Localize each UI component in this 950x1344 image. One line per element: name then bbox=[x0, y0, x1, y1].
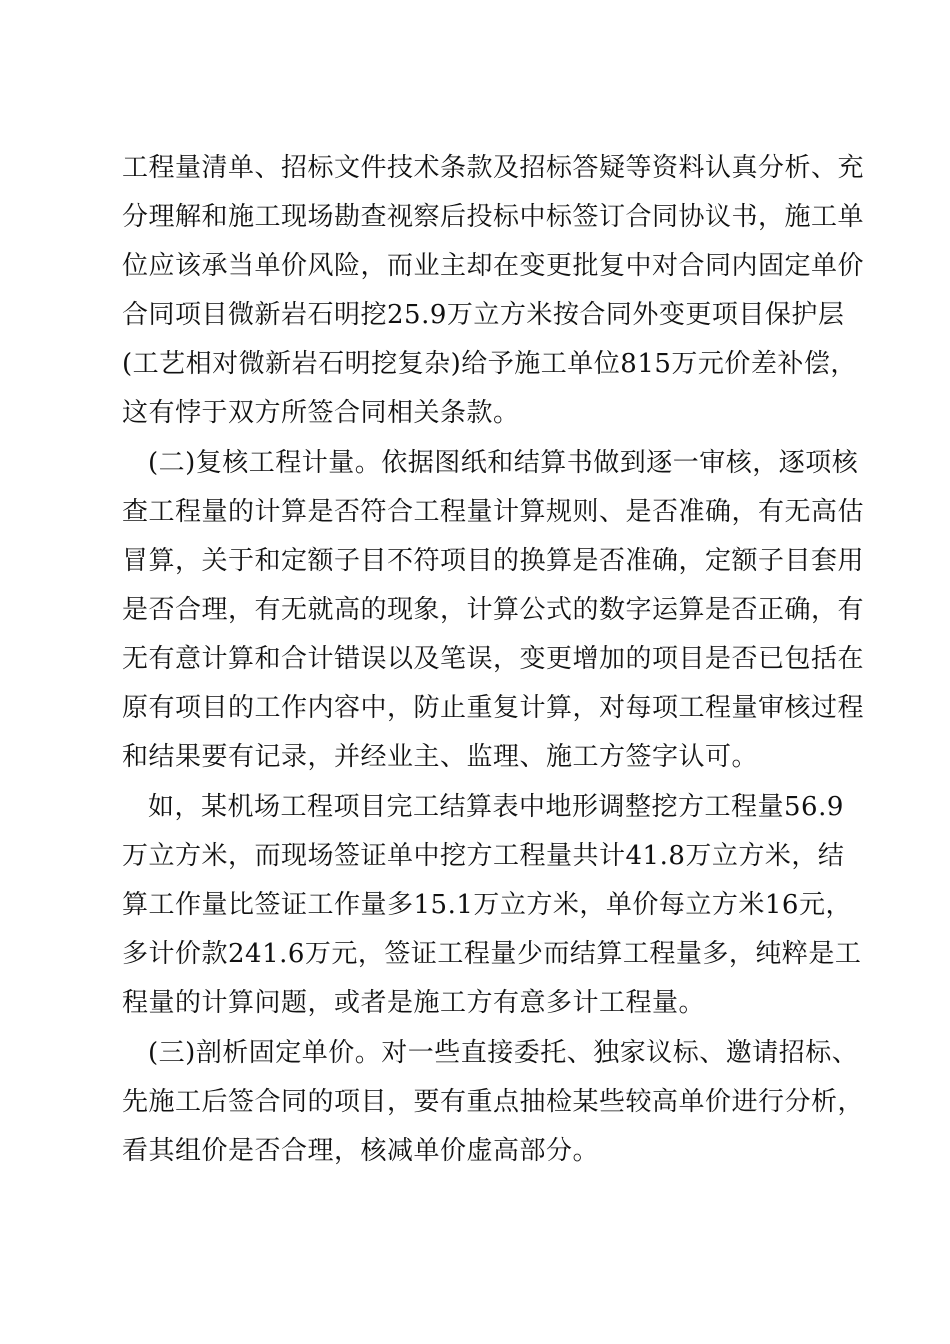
text-line: 和结果要有记录，并经业主、监理、施工方签字认可。 bbox=[122, 742, 759, 772]
text-line: 看其组价是否合理，核减单价虚高部分。 bbox=[122, 1136, 600, 1166]
paragraph-heading-line: (二)复核工程计量。依据图纸和结算书做到逐一审核，逐项核 bbox=[148, 448, 859, 478]
text-line: 先施工后签合同的项目，要有重点抽检某些较高单价进行分析， bbox=[122, 1087, 865, 1117]
text-line: 多计价款241.6万元，签证工程量少而结算工程量多，纯粹是工 bbox=[122, 939, 862, 969]
text-line: 这有悖于双方所签合同相关条款。 bbox=[122, 398, 520, 428]
text-line: 算工作量比签证工作量多15.1万立方米，单价每立方米16元， bbox=[122, 890, 852, 920]
text-line: 位应该承当单价风险，而业主却在变更批复中对合同内固定单价 bbox=[122, 251, 865, 281]
text-line: 原有项目的工作内容中，防止重复计算，对每项工程量审核过程 bbox=[122, 693, 865, 723]
text-line: 程量的计算问题，或者是施工方有意多计工程量。 bbox=[122, 988, 706, 1018]
text-line: 无有意计算和合计错误以及笔误，变更增加的项目是否已包括在 bbox=[122, 644, 865, 674]
text-line: (工艺相对微新岩石明挖复杂)给予施工单位815万元价差补偿， bbox=[122, 349, 857, 379]
text-line: 工程量清单、招标文件技术条款及招标答疑等资料认真分析、充 bbox=[122, 153, 865, 183]
text-line: 查工程量的计算是否符合工程量计算规则、是否准确，有无高估 bbox=[122, 497, 865, 527]
paragraph-heading-line: (三)剖析固定单价。对一些直接委托、独家议标、邀请招标、 bbox=[148, 1038, 859, 1068]
text-line: 冒算，关于和定额子目不符项目的换算是否准确，定额子目套用 bbox=[122, 546, 865, 576]
text-line: 万立方米，而现场签证单中挖方工程量共计41.8万立方米，结 bbox=[122, 841, 845, 871]
text-line: 合同项目微新岩石明挖25.9万立方米按合同外变更项目保护层 bbox=[122, 300, 845, 330]
text-line: 分理解和施工现场勘查视察后投标中标签订合同协议书，施工单 bbox=[122, 202, 865, 232]
paragraph-first-line: 如，某机场工程项目完工结算表中地形调整挖方工程量56.9 bbox=[148, 792, 844, 822]
text-line: 是否合理，有无就高的现象，计算公式的数字运算是否正确，有 bbox=[122, 595, 865, 625]
